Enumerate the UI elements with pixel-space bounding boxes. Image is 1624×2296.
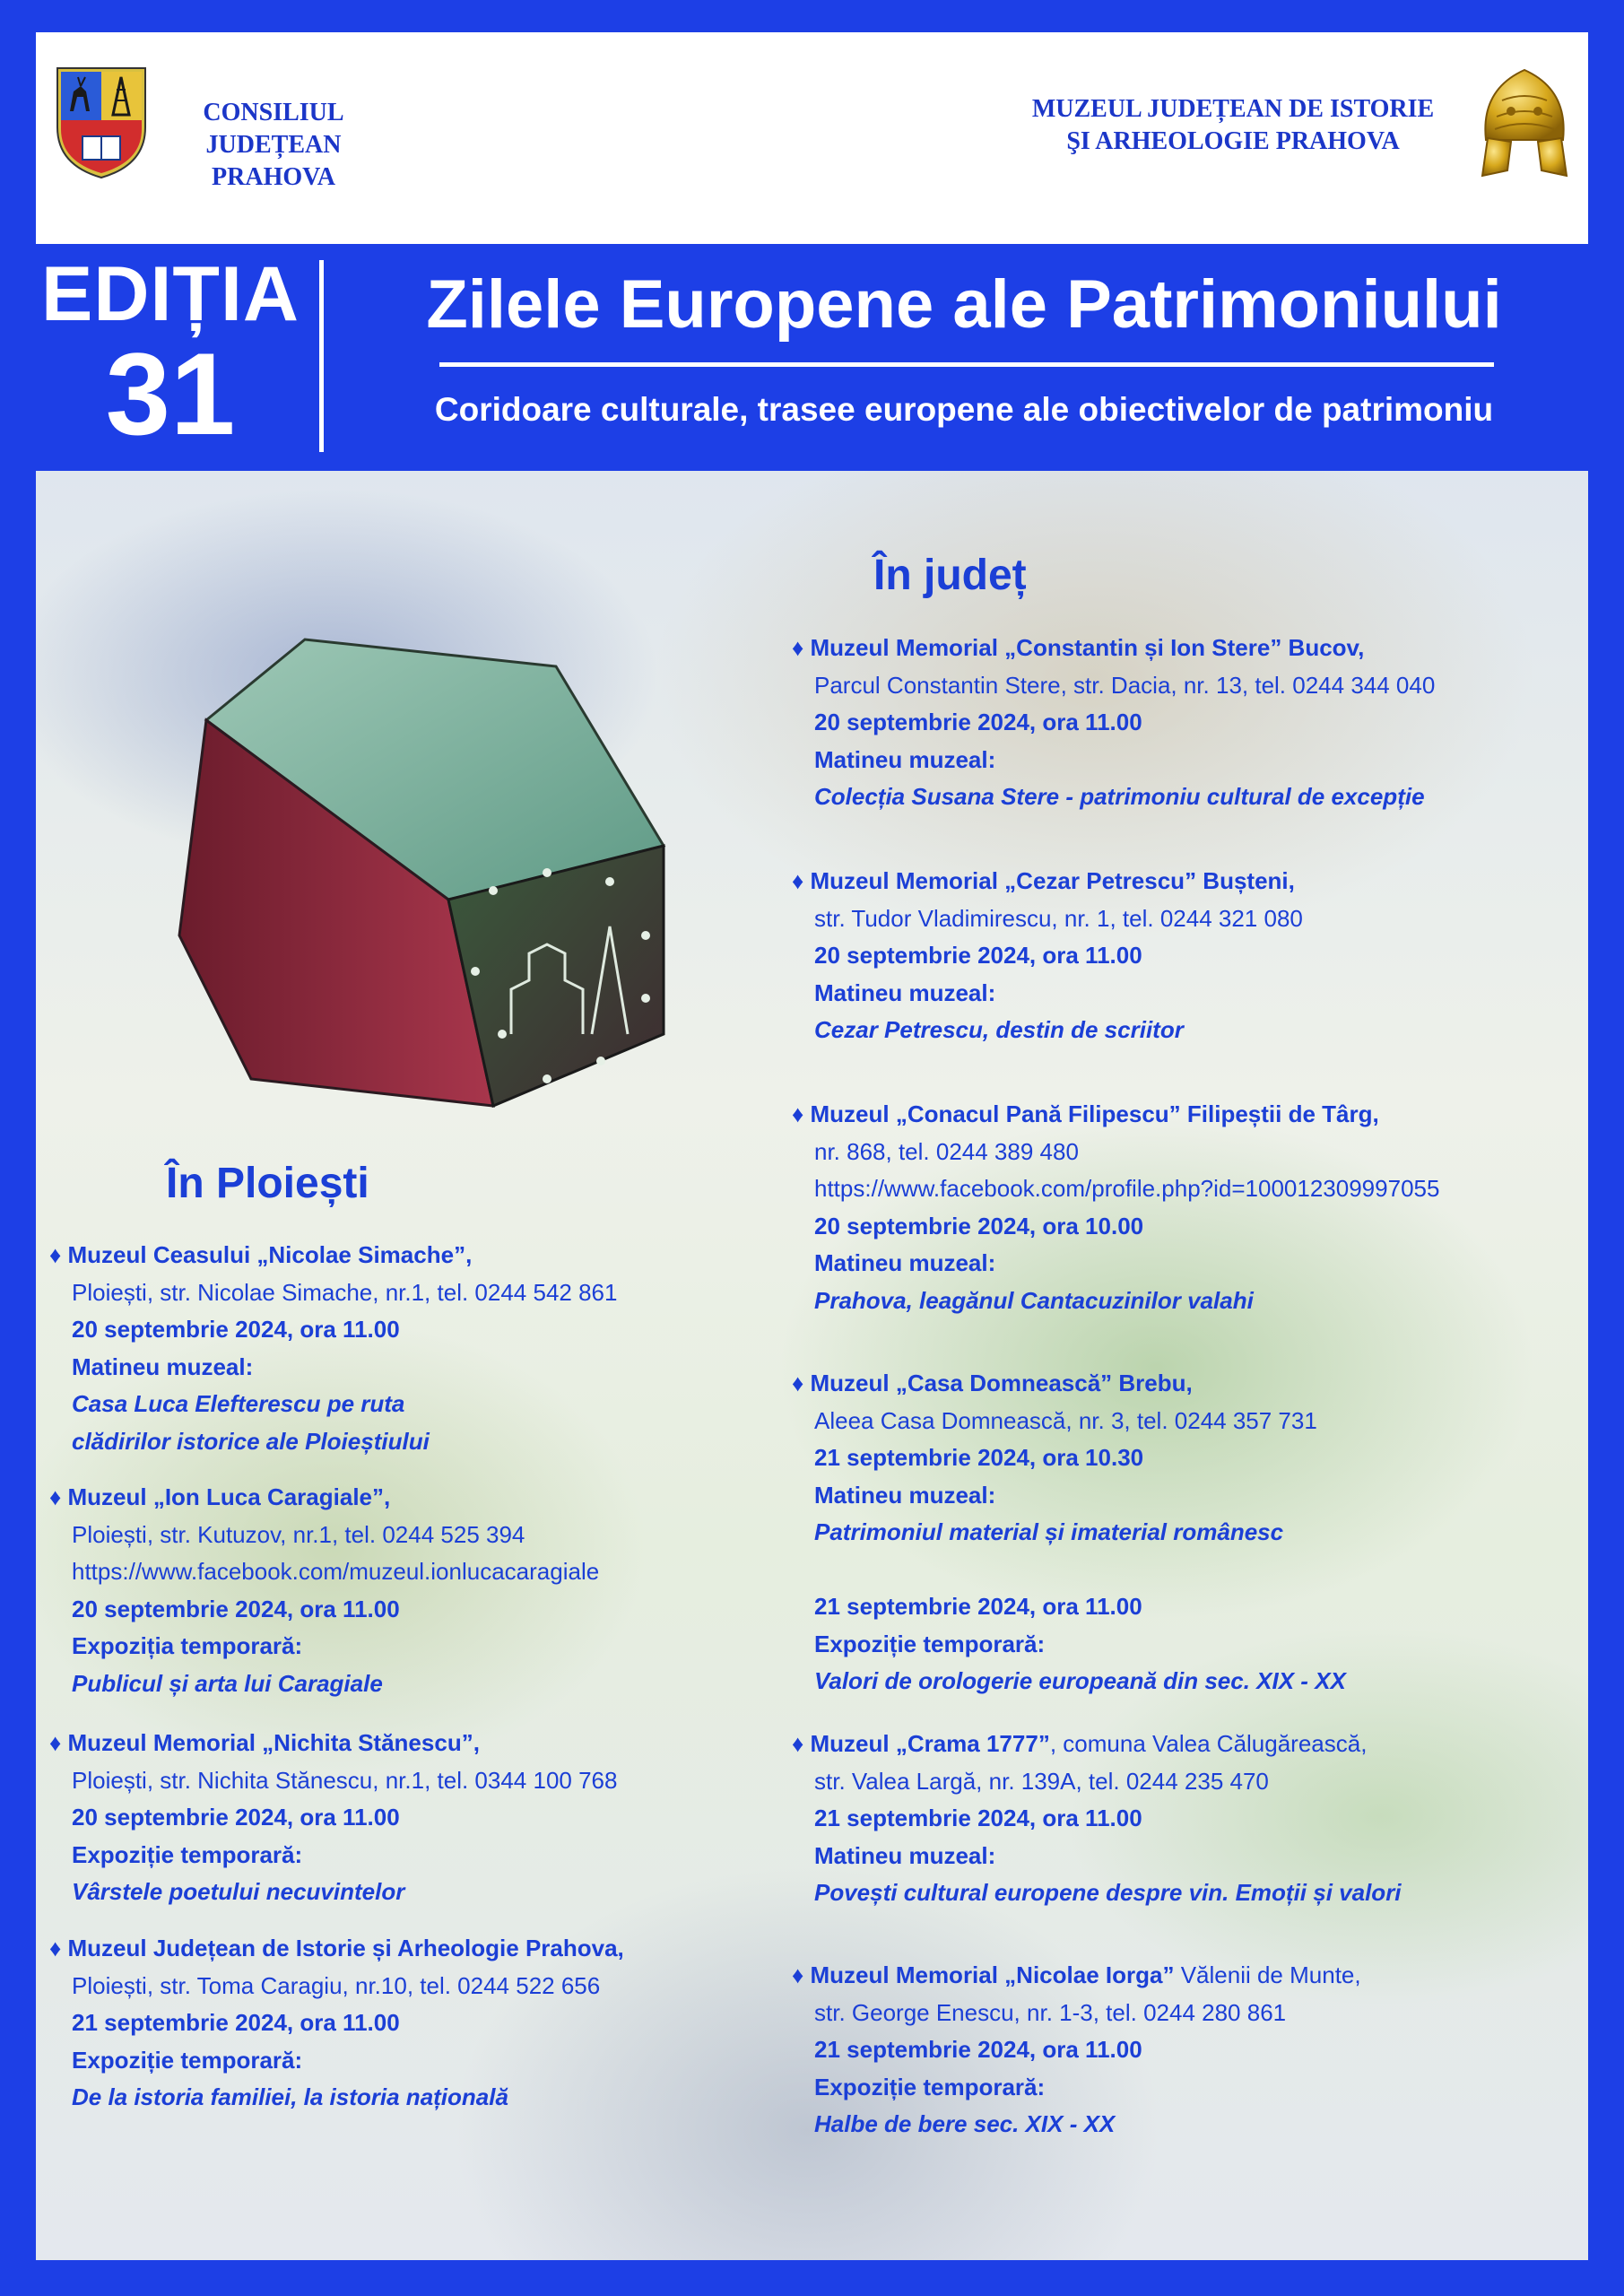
event-date: 20 septembrie 2024, ora 11.00 (814, 942, 1142, 969)
event-title: Colecția Susana Stere - patrimoniu cultural de excepție (814, 783, 1425, 810)
museum-name: ♦ Muzeul Memorial „Constantin și Ion Stere” Bucov, (792, 634, 1365, 661)
museum-entry (49, 1930, 821, 2117)
museum-entry (49, 1479, 821, 1702)
museum-name: ♦ Muzeul „Crama 1777”, comuna Valea Călugărească, (792, 1730, 1368, 1757)
event-type: Expoziție temporară: (814, 2073, 1046, 2100)
event-title: Casa Luca Elefterescu pe ruta (72, 1390, 405, 1417)
museum-address: Aleea Casa Domnească, nr. 3, tel. 0244 357 731 (814, 1406, 1317, 1434)
museum-address: Ploiești, str. Kutuzov, nr.1, tel. 0244 525 394 (72, 1520, 525, 1548)
event-title-continued: clădirilor istorice ale Ploieștiului (72, 1427, 430, 1455)
event-type: Matineu muzeal: (72, 1352, 254, 1380)
museum-address: nr. 868, tel. 0244 389 480 (814, 1137, 1079, 1165)
museum-facebook-link[interactable]: https://www.facebook.com/muzeul.ionlucacaragiale (72, 1558, 600, 1585)
museum-entry (792, 1365, 1563, 1700)
event-type: Matineu muzeal: (814, 745, 996, 773)
event-date: 20 septembrie 2024, ora 11.00 (814, 709, 1142, 735)
museum-address: str. George Enescu, nr. 1-3, tel. 0244 280 861 (814, 1998, 1287, 2026)
museum-name: ♦ Muzeul Memorial „Nicolae Iorga” Vălenii de Munte, (792, 1961, 1361, 1988)
event-type: Expoziție temporară: (814, 1630, 1046, 1657)
event-title: Zilele Europene ale Patrimoniului (426, 266, 1502, 343)
edition-number: 31 (105, 328, 236, 459)
museum-address: Ploiești, str. Toma Caragiu, nr.10, tel. 0244 522 656 (72, 1971, 601, 1999)
event-title: Halbe de bere sec. XIX - XX (814, 2110, 1116, 2137)
event-type: Matineu muzeal: (814, 978, 996, 1006)
spacer (792, 1552, 1563, 1589)
event-date: 21 septembrie 2024, ora 11.00 (814, 1805, 1142, 1831)
program-panel (36, 471, 1588, 2260)
prahova-crest-icon (54, 65, 149, 181)
title-divider (319, 260, 324, 452)
event-title: Cezar Petrescu, destin de scriitor (814, 1016, 1184, 1043)
event-type: Matineu muzeal: (814, 1249, 996, 1276)
museum-name: ♦ Muzeul Județean de Istorie și Arheologie Prahova, (49, 1935, 624, 1961)
museum-address: Parcul Constantin Stere, str. Dacia, nr. 13, tel. 0244 344 040 (814, 671, 1436, 699)
heritage-stone-cube-image (170, 613, 673, 1115)
event-title: Prahova, leagănul Cantacuzinilor valahi (814, 1286, 1254, 1314)
county-council-name: CONSILIUL JUDEȚEAN PRAHOVA (203, 99, 344, 191)
museum-name: ♦ Muzeul Ceasului „Nicolae Simache”, (49, 1241, 473, 1268)
museum-address: str. Valea Largă, nr. 139A, tel. 0244 235 470 (814, 1767, 1269, 1795)
event-title: Povești cultural europene despre vin. Emoții și valori (814, 1879, 1402, 1906)
edition-label: EDIȚIA (41, 251, 300, 337)
event-date: 21 septembrie 2024, ora 11.00 (72, 2009, 400, 2036)
judet-heading: În județ (873, 552, 1027, 599)
museum-name: MUZEUL JUDEȚEAN DE ISTORIE ŞI ARHEOLOGIE PRAHOVA (1031, 95, 1435, 155)
event-date: 21 septembrie 2024, ora 11.00 (814, 1593, 1142, 1620)
golden-helmet-icon (1475, 63, 1574, 183)
museum-name: ♦ Muzeul „Casa Domnească” Brebu, (792, 1370, 1193, 1396)
event-date: 20 septembrie 2024, ora 11.00 (72, 1316, 400, 1343)
event-type: Expoziția temporară: (72, 1632, 303, 1659)
museum-entry (792, 630, 1563, 816)
museum-name: ♦ Muzeul „Ion Luca Caragiale”, (49, 1483, 391, 1510)
event-date: 20 septembrie 2024, ora 11.00 (72, 1595, 400, 1622)
museum-name: ♦ Muzeul Memorial „Nichita Stănescu”, (49, 1729, 480, 1756)
museum-entry (792, 1096, 1563, 1319)
event-subtitle: Coridoare culturale, trasee europene ale obiectivelor de patrimoniu (434, 391, 1494, 428)
museum-entry (49, 1725, 821, 1911)
event-title: Publicul și arta lui Caragiale (72, 1669, 383, 1697)
museum-address: str. Tudor Vladimirescu, nr. 1, tel. 0244 321 080 (814, 904, 1303, 932)
event-type: Matineu muzeal: (814, 1841, 996, 1869)
museum-entry (792, 1957, 1563, 2144)
event-type: Expoziție temporară: (72, 2046, 303, 2074)
event-title: Valori de orologerie europeană din sec. XIX - XX (814, 1667, 1346, 1694)
event-date: 21 septembrie 2024, ora 10.30 (814, 1444, 1144, 1471)
museum-facebook-link[interactable]: https://www.facebook.com/profile.php?id=100012309997055 (814, 1175, 1440, 1202)
museum-entry (792, 1726, 1563, 1912)
event-title: Vârstele poetului necuvintelor (72, 1878, 405, 1905)
event-date: 20 septembrie 2024, ora 10.00 (814, 1212, 1144, 1239)
edition-badge (36, 251, 305, 459)
museum-entry (49, 1237, 821, 1460)
title-underline (439, 362, 1494, 367)
event-date: 20 septembrie 2024, ora 11.00 (72, 1804, 400, 1831)
museum-name: ♦ Muzeul Memorial „Cezar Petrescu” Bușteni, (792, 867, 1295, 894)
museum-name: ♦ Muzeul „Conacul Pană Filipescu” Filipeștii de Târg, (792, 1100, 1379, 1127)
museum-address: Ploiești, str. Nichita Stănescu, nr.1, tel. 0344 100 768 (72, 1766, 618, 1794)
museum-entry (792, 863, 1563, 1049)
header-band (36, 32, 1588, 244)
museum-address: Ploiești, str. Nicolae Simache, nr.1, tel. 0244 542 861 (72, 1278, 618, 1306)
event-type: Expoziție temporară: (72, 1840, 303, 1868)
event-date: 21 septembrie 2024, ora 11.00 (814, 2036, 1142, 2063)
event-title: Patrimoniul material și imaterial românesc (814, 1518, 1284, 1545)
event-title: De la istoria familiei, la istoria națională (72, 2083, 508, 2110)
event-type: Matineu muzeal: (814, 1481, 996, 1509)
ploiesti-heading: În Ploiești (166, 1160, 369, 1207)
